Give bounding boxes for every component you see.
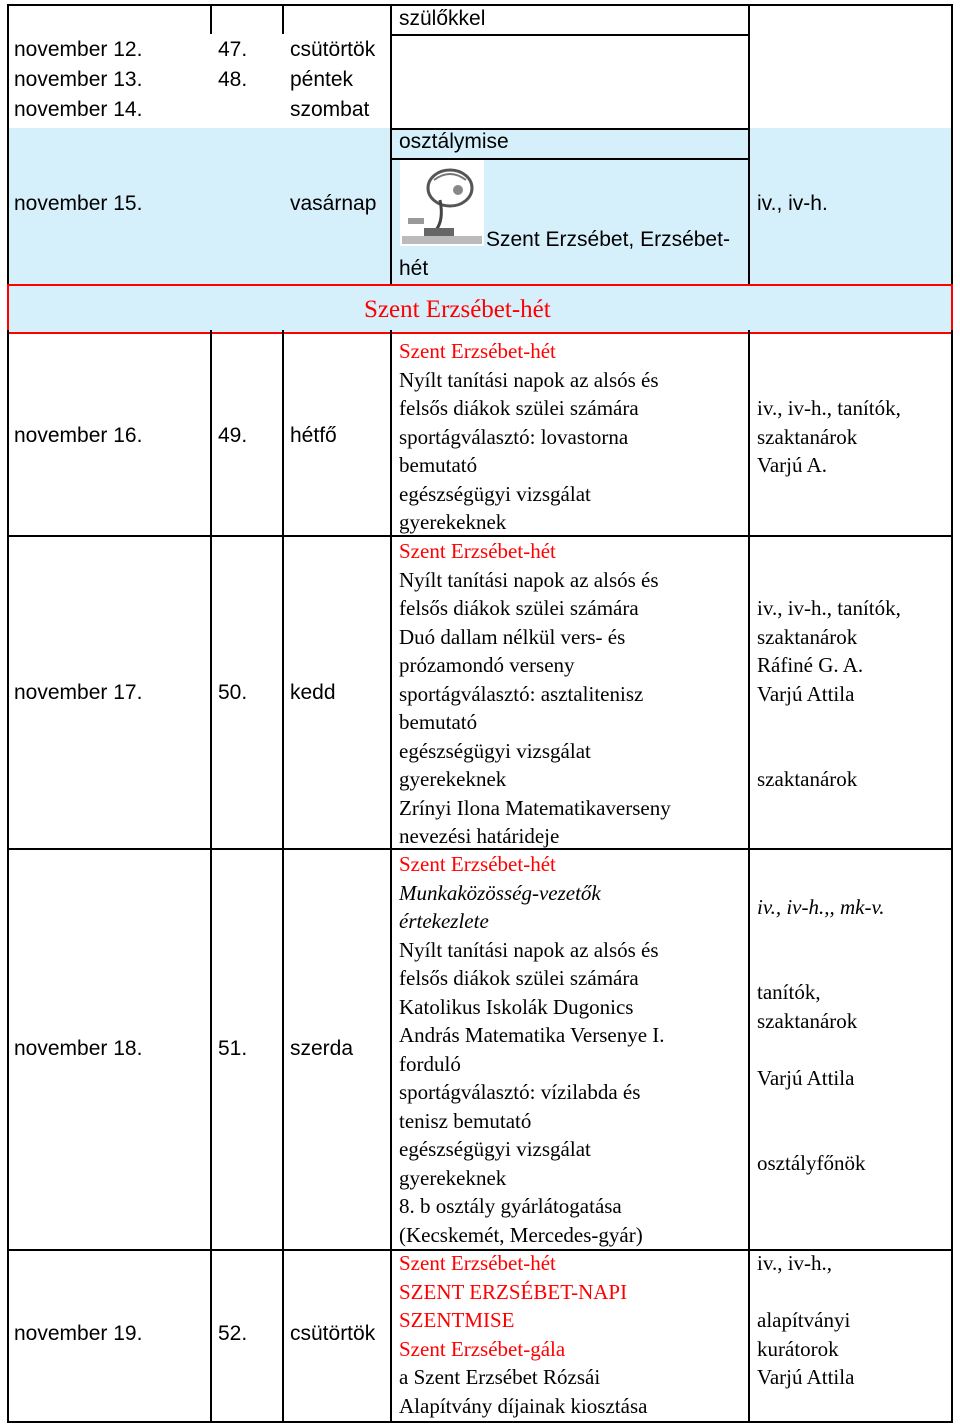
responsible-line <box>757 1278 854 1307</box>
responsible-nov19 <box>757 1249 854 1392</box>
activity-line: Zrínyi Ilona Matematikaverseny <box>399 795 671 820</box>
responsible-line <box>757 537 901 566</box>
responsible-line: szaktanárok <box>757 1008 858 1033</box>
activity-line: gyerekeknek <box>399 510 507 534</box>
activity-line: Szent Erzsébet-hét <box>399 539 556 563</box>
day-nov14: szombat <box>290 98 370 121</box>
activity-line: a Szent Erzsébet Rózsái <box>399 1365 601 1389</box>
activity-line: felsős diákok szülei számára <box>399 396 639 420</box>
activity-line: sportágválasztó: vízilabda és <box>399 1080 641 1104</box>
day-nov12: csütörtök <box>290 38 376 61</box>
date-nov13: november 13. <box>14 68 143 91</box>
date-nov15: november 15. <box>14 192 143 215</box>
activity-caption-line2: hét <box>399 257 429 280</box>
activity-line: tenisz bemutató <box>399 1108 532 1133</box>
activity-line: András Matematika Versenye I. <box>399 1023 665 1047</box>
responsible-nov18-italic: iv., iv-h.,, mk-v. <box>757 895 885 919</box>
activity-line: SZENTMISE <box>399 1308 515 1332</box>
activity-line: Szent Erzsébet-hét <box>399 852 556 876</box>
responsible-line: szaktanárok <box>757 424 858 449</box>
day-nov19: csütörtök <box>290 1322 376 1345</box>
responsible-line: szaktanárok <box>757 624 858 649</box>
responsible-line: tanítók, <box>757 980 821 1004</box>
responsible-line <box>757 1035 865 1064</box>
activity-line: egészségügyi vizsgálat <box>399 1137 591 1161</box>
responsible-line: iv., iv-h., tanítók, <box>757 396 901 420</box>
banner-title: Szent Erzsébet-hét <box>364 296 551 323</box>
activity-line: Nyílt tanítási napok az alsós és <box>399 367 659 392</box>
activities-nov16 <box>399 337 659 537</box>
responsible-line: Varjú A. <box>757 453 827 477</box>
date-nov19: november 19. <box>14 1322 143 1345</box>
responsible-nov17 <box>757 537 901 794</box>
activity-line: sportágválasztó: lovastorna <box>399 424 629 449</box>
activity-caption-line1: Szent Erzsébet, Erzsébet- <box>486 228 730 251</box>
responsible-line: Varjú Attila <box>757 1065 855 1090</box>
activity-line: prózamondó verseny <box>399 653 575 677</box>
activity-line: Szent Erzsébet-hét <box>399 339 556 363</box>
responsible-line: iv., iv-h., <box>757 1251 833 1275</box>
activity-line: Szent Erzsébet-hét <box>399 1251 556 1275</box>
day-nov15: vasárnap <box>290 192 377 215</box>
activity-line: gyerekeknek <box>399 767 507 791</box>
responsible-line <box>757 566 901 595</box>
date-nov14: november 14. <box>14 98 143 121</box>
responsible-line <box>757 737 901 766</box>
day-nov18: szerda <box>290 1037 354 1060</box>
activity-osztalymise: osztálymise <box>399 130 509 153</box>
activity-line: egészségügyi vizsgálat <box>399 481 591 506</box>
responsible-line: iv., iv-h., tanítók, <box>757 596 901 620</box>
date-nov12: november 12. <box>14 38 143 61</box>
activity-line: bemutató <box>399 453 478 477</box>
responsible-nov18 <box>757 978 865 1178</box>
responsible-line: Varjú Attila <box>757 681 855 706</box>
responsible-line <box>757 366 901 395</box>
responsible-line <box>757 1121 865 1150</box>
activity-line: Nyílt tanítási napok az alsós és <box>399 567 659 592</box>
activity-line: Szent Erzsébet-gála <box>399 1336 566 1361</box>
activity-line: sportágválasztó: asztalitenisz <box>399 681 644 706</box>
row0-activity: szülőkkel <box>399 7 486 30</box>
date-nov18: november 18. <box>14 1037 143 1060</box>
responsible-line: Ráfiné G. A. <box>757 653 864 677</box>
activities-nov18 <box>399 850 665 1249</box>
responsible-line <box>757 708 901 737</box>
responsible-line <box>757 337 901 366</box>
activities-nov19 <box>399 1249 647 1420</box>
week-52: 52. <box>218 1322 248 1345</box>
responsible-line: Varjú Attila <box>757 1365 855 1389</box>
date-nov16: november 16. <box>14 424 143 447</box>
responsible-line <box>757 1092 865 1121</box>
responsible-line: osztályfőnök <box>757 1151 866 1175</box>
activity-line: felsős diákok szülei számára <box>399 596 639 620</box>
activity-line: gyerekeknek <box>399 1165 507 1190</box>
day-nov13: péntek <box>290 68 354 91</box>
activity-line: Alapítvány díjainak kiosztása <box>399 1393 648 1418</box>
activity-line: 8. b osztály gyárlátogatása <box>399 1194 622 1218</box>
responsible-line: kurátorok <box>757 1336 839 1361</box>
responsible-line: szaktanárok <box>757 767 858 791</box>
activity-line: értekezlete <box>399 909 489 933</box>
activity-line: forduló <box>399 1051 461 1076</box>
week-47: 47. <box>218 38 248 61</box>
responsible-nov16 <box>757 337 901 480</box>
activity-line: egészségügyi vizsgálat <box>399 738 591 763</box>
activities-nov17 <box>399 537 671 851</box>
date-nov17: november 17. <box>14 681 143 704</box>
activity-line: nevezési határideje <box>399 824 560 848</box>
week-48: 48. <box>218 68 248 91</box>
week-49: 49. <box>218 424 248 447</box>
activity-line: Katolikus Iskolák Dugonics <box>399 994 634 1019</box>
activity-line: felsős diákok szülei számára <box>399 966 639 990</box>
day-nov16: hétfő <box>290 424 337 447</box>
responsible-nov15: iv., iv-h. <box>757 192 828 215</box>
day-nov17: kedd <box>290 681 336 704</box>
activity-line: (Kecskemét, Mercedes-gyár) <box>399 1222 643 1247</box>
responsible-line: alapítványi <box>757 1308 851 1332</box>
activity-line: Duó dallam nélkül vers- és <box>399 624 626 649</box>
activity-line: Munkaközösség-vezetők <box>399 880 601 905</box>
week-50: 50. <box>218 681 248 704</box>
activity-line: Nyílt tanítási napok az alsós és <box>399 937 659 962</box>
activity-line: bemutató <box>399 710 478 734</box>
activity-line: SZENT ERZSÉBET-NAPI <box>399 1279 628 1304</box>
week-51: 51. <box>218 1037 248 1060</box>
altar-logo-image <box>400 160 484 246</box>
